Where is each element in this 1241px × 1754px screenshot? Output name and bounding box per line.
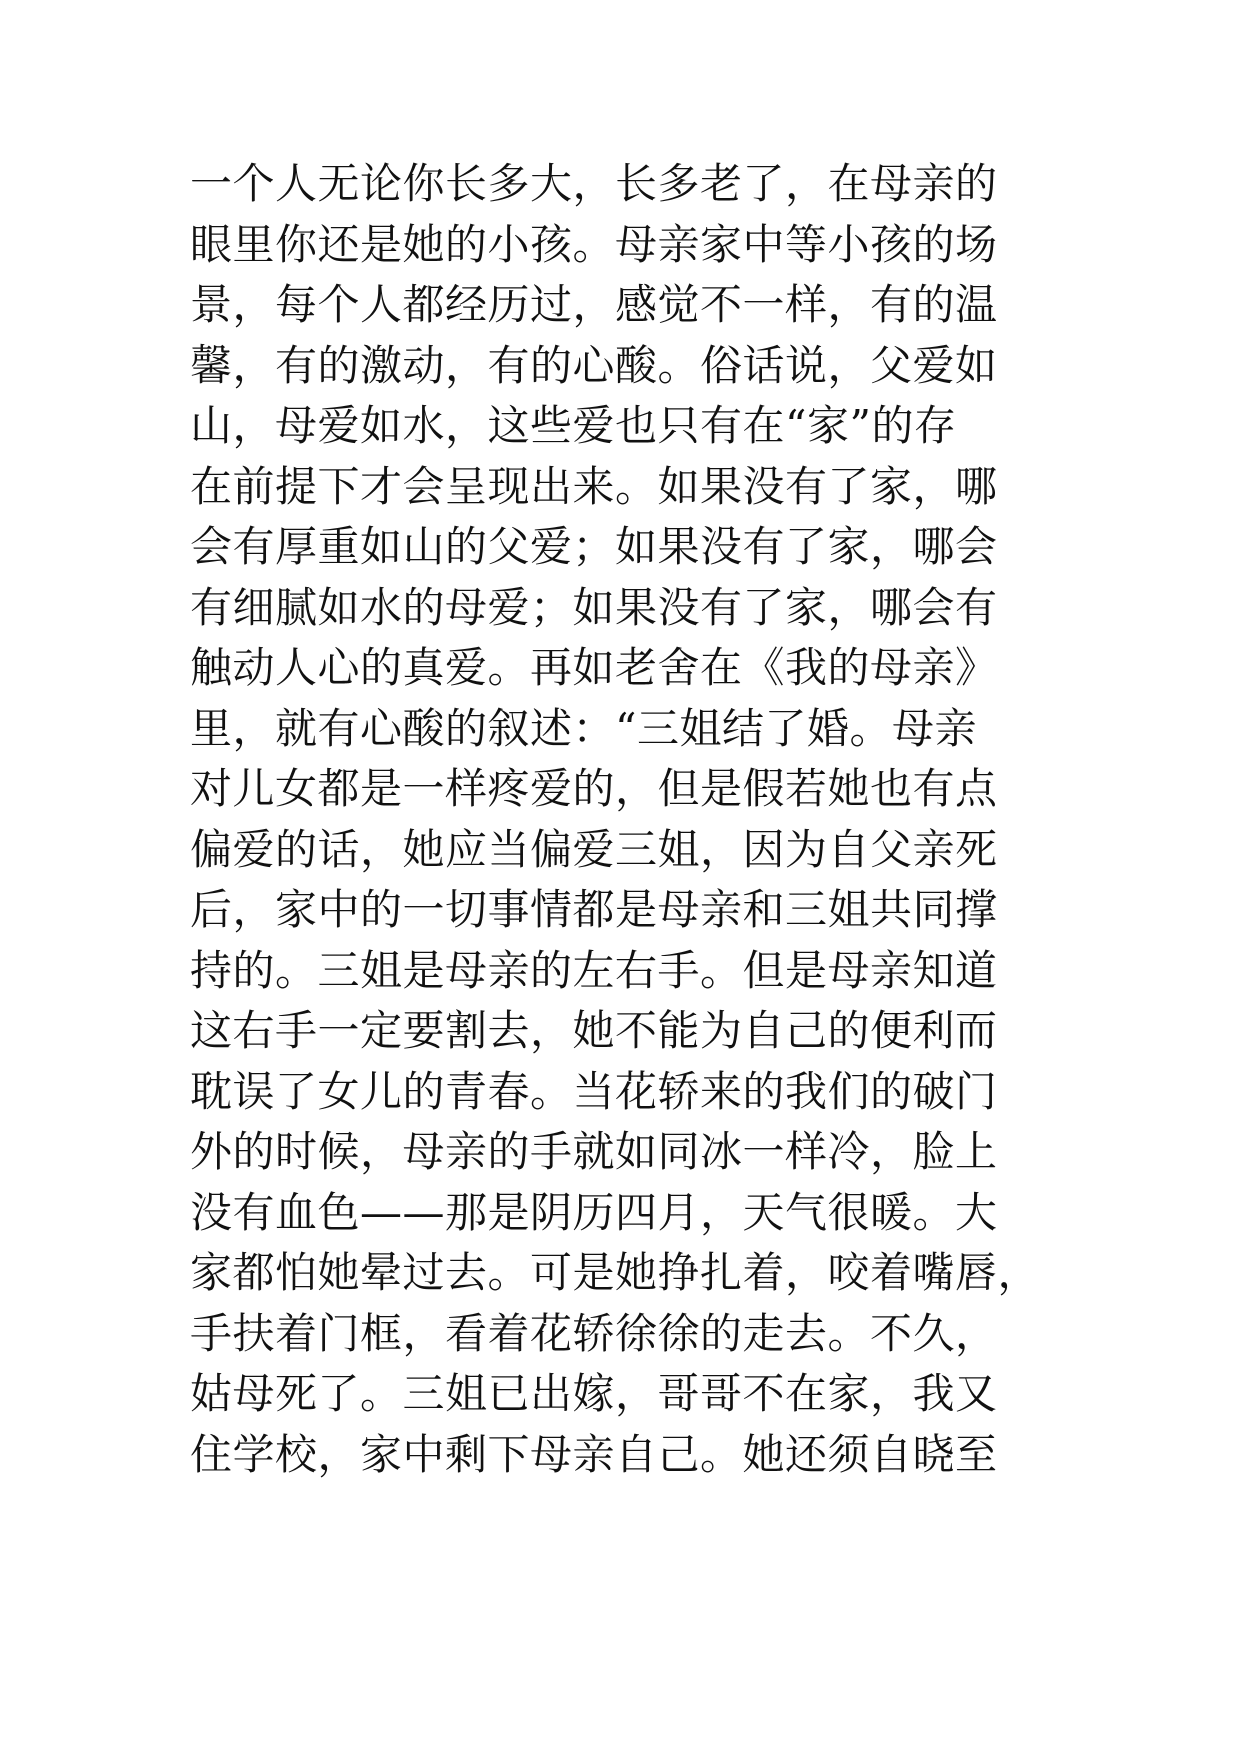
text-line: 持的。三姐是母亲的左右手。但是母亲知道 (190, 945, 998, 995)
text-line: 没有血色——那是阴历四月，天气很暖。大 (190, 1187, 998, 1237)
text-line: 触动人心的真爱。再如老舍在《我的母亲》 (190, 643, 998, 692)
text-line: 后，家中的一切事情都是母亲和三姐共同撑 (190, 885, 998, 934)
text-line: 里，就有心酸的叙述：“三姐结了婚。母亲 (190, 703, 977, 753)
text-line: 偏爱的话，她应当偏爱三姐，因为自父亲死 (190, 824, 998, 874)
text-line: 手扶着门框，看着花轿徐徐的走去。不久， (190, 1308, 998, 1358)
text-line: 外的时候，母亲的手就如同冰一样冷，脸上 (190, 1127, 998, 1176)
text-line: 山，母爱如水，这些爱也只有在“家”的存 (190, 401, 957, 450)
text-line: 耽误了女儿的青春。当花轿来的我们的破门 (190, 1066, 998, 1116)
text-line: 景，每个人都经历过，感觉不一样，有的温 (190, 280, 998, 329)
text-line: 住学校，家中剩下母亲自己。她还须自晓至 (190, 1429, 998, 1479)
body-text (190, 154, 1060, 1485)
text-line: 对儿女都是一样疼爱的，但是假若她也有点 (190, 764, 998, 813)
text-line: 家都怕她晕过去。可是她挣扎着，咬着嘴唇， (190, 1248, 1041, 1297)
text-line: 姑母死了。三姐已出嫁，哥哥不在家，我又 (190, 1369, 998, 1418)
text-line: 会有厚重如山的父爱；如果没有了家，哪会 (190, 522, 998, 571)
text-line: 眼里你还是她的小孩。母亲家中等小孩的场 (190, 219, 998, 269)
text-line: 有细腻如水的母爱；如果没有了家，哪会有 (190, 582, 998, 632)
text-line: 在前提下才会呈现出来。如果没有了家，哪 (190, 461, 998, 511)
text-line: 这右手一定要割去，她不能为自己的便利而 (190, 1006, 998, 1055)
text-line: 一个人无论你长多大，长多老了，在母亲的 (190, 159, 998, 208)
text-line: 馨，有的激动，有的心酸。俗话说，父爱如 (190, 340, 998, 390)
